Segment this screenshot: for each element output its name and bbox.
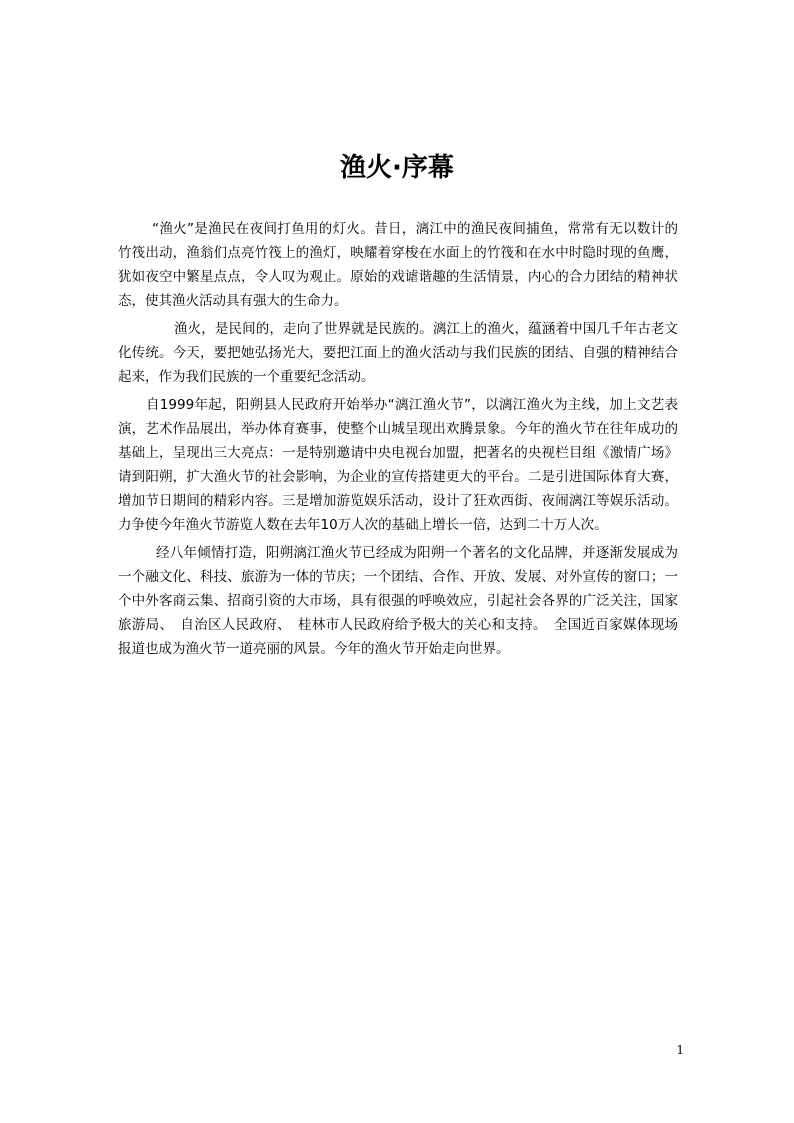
paragraph-brand: 经八年倾情打造，阳朔漓江渔火节已经成为阳朔一个著名的文化品牌，并逐渐发展成为一个融文化、科技、旅游为一体的节庆；一个团结、合作、开放、发展、对外宣传的窗口；一个中外客商云集、招商引资的大市场，具有很强的呼唤效应，引起社会各界的广泛关注，国家旅游局、 自治区人民政府、 桂林市人民政府给予极大的关心和支持。 全国近百家媒体现场报道也成为渔火节一道亮丽的风景。今年的渔火节开始走向世界。: [118, 545, 678, 657]
document-title: 渔火·序幕: [340, 153, 454, 183]
paragraph-festival-history: 自1999年起，阳朔县人民政府开始举办“漓江渔火节”，以漓江渔火为主线，加上文艺表演，艺术作品展出，举办体育赛事，使整个山城呈现出欢腾景象。今年的渔火节在往年成功的基础上，呈现出三大亮点：一是特别邀请中央电视台加盟，把著名的央视栏目组《激情广场》请到阳朔，扩大渔火节的社会影响，为企业的宣传搭建更大的平台。二是引进国际体育大赛，增加节日期间的精彩内容。三是增加游览娱乐活动，设计了狂欢西街、夜闹漓江等娱乐活动。力争使今年渔火节游览人数在去年10万人次的基础上增长一倍，达到二十万人次。: [118, 397, 678, 533]
paragraph-intro: “渔火”是渔民在夜间打鱼用的灯火。昔日，漓江中的渔民夜间捕鱼，常常有无以数计的竹筏出动，渔翁们点亮竹筏上的渔灯，映耀着穿梭在水面上的竹筏和在水中时隐时现的鱼鹰，犹如夜空中繁星点点，令人叹为观止。原始的戏谑谐趣的生活情景，内心的合力团结的精神状态，使其渔火活动具有强大的生命力。: [118, 221, 678, 309]
document-body: [118, 217, 678, 661]
page-number: 1: [676, 1043, 684, 1057]
paragraph-tradition: 渔火，是民间的，走向了世界就是民族的。漓江上的渔火，蕴涵着中国几千年古老文化传统。今天，要把她弘扬光大，要把江面上的渔火活动与我们民族的团结、自强的精神结合起来，作为我们民族的一个重要纪念活动。: [118, 321, 678, 385]
